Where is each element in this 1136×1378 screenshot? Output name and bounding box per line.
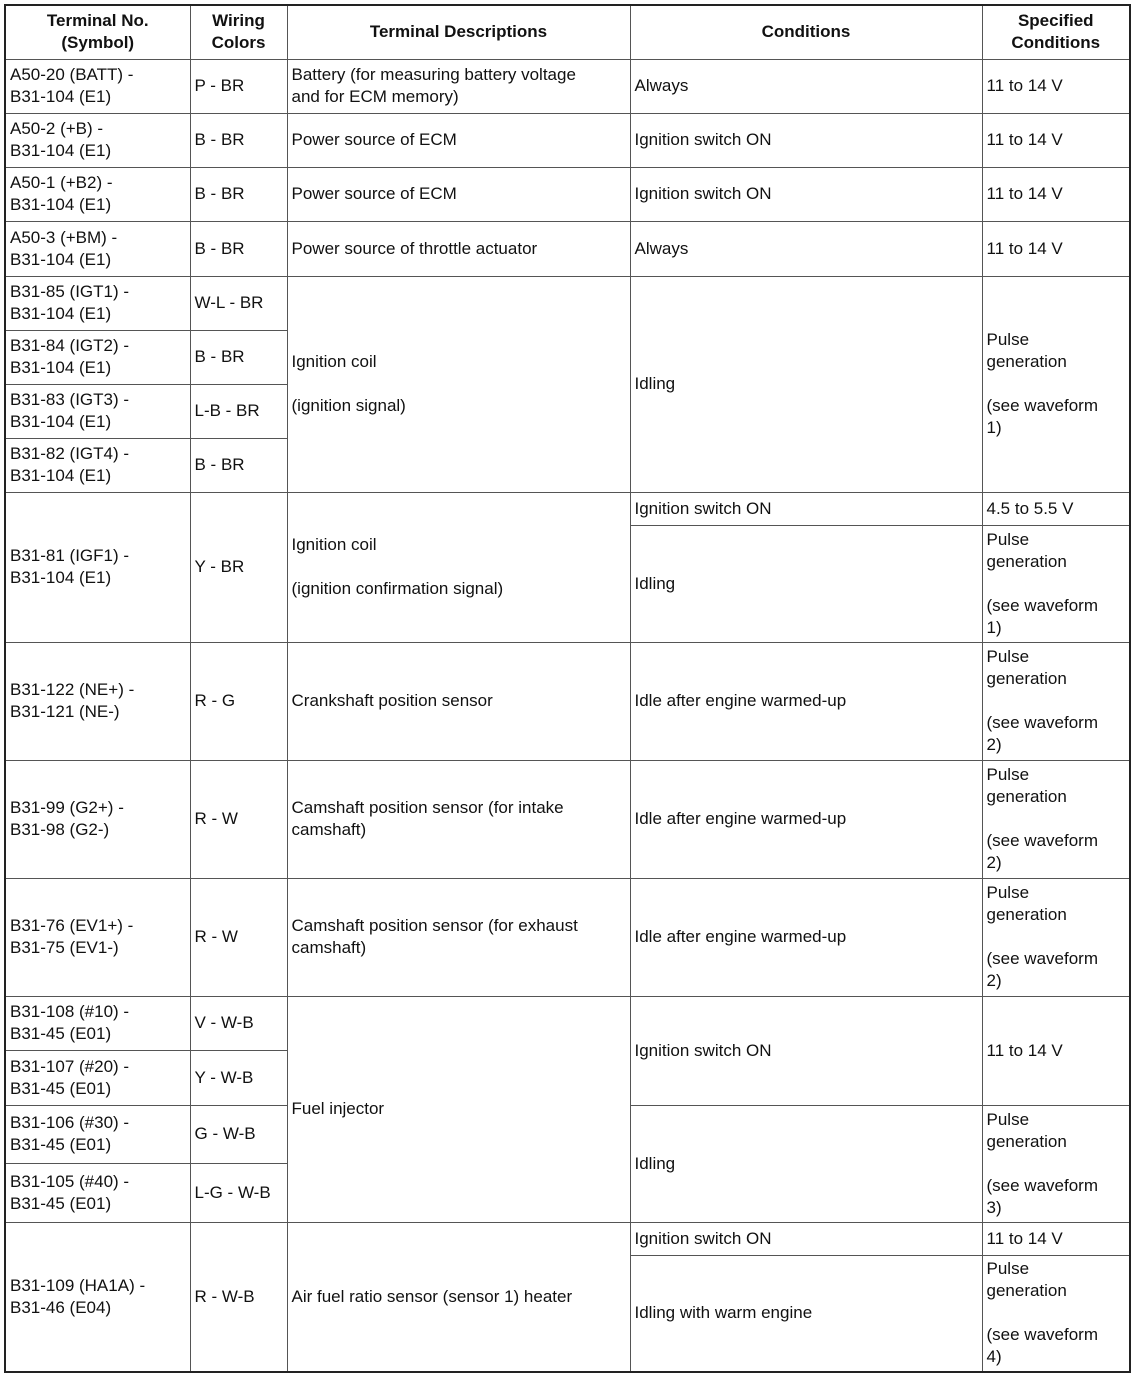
header-conditions: Conditions bbox=[630, 5, 982, 59]
wire-cell: G - W-B bbox=[190, 1105, 287, 1163]
wire-cell: B - BR bbox=[190, 113, 287, 167]
table-row bbox=[5, 276, 1130, 330]
cond-cell: Idle after engine warmed-up bbox=[630, 760, 982, 878]
terminal-cell: B31-82 (IGT4) - B31-104 (E1) bbox=[5, 438, 190, 492]
desc-cell: Camshaft position sensor (for exhaust camshaft) bbox=[287, 878, 630, 996]
wire-cell: Y - BR bbox=[190, 492, 287, 642]
spec-cell: Pulse generation (see waveform 2) bbox=[982, 642, 1130, 760]
header-description: Terminal Descriptions bbox=[287, 5, 630, 59]
desc-cell: Power source of ECM bbox=[287, 113, 630, 167]
cond-cell: Idling bbox=[630, 1105, 982, 1222]
desc-cell: Fuel injector bbox=[287, 996, 630, 1222]
wire-cell: W-L - BR bbox=[190, 276, 287, 330]
table-row bbox=[5, 492, 1130, 525]
spec-cell: Pulse generation (see waveform 2) bbox=[982, 878, 1130, 996]
desc-cell: Power source of ECM bbox=[287, 167, 630, 221]
spec-cell: 11 to 14 V bbox=[982, 113, 1130, 167]
wire-cell: R - G bbox=[190, 642, 287, 760]
spec-cell: 11 to 14 V bbox=[982, 221, 1130, 276]
wire-cell: L-B - BR bbox=[190, 384, 287, 438]
header-specified: Specified Conditions bbox=[982, 5, 1130, 59]
table-row bbox=[5, 878, 1130, 996]
terminal-table bbox=[4, 4, 1131, 1373]
spec-cell: Pulse generation (see waveform 1) bbox=[982, 525, 1130, 642]
spec-cell: Pulse generation (see waveform 2) bbox=[982, 760, 1130, 878]
wire-cell: Y - W-B bbox=[190, 1050, 287, 1105]
header-terminal: Terminal No. (Symbol) bbox=[5, 5, 190, 59]
terminal-cell: A50-20 (BATT) - B31-104 (E1) bbox=[5, 59, 190, 113]
terminal-cell: B31-109 (HA1A) - B31-46 (E04) bbox=[5, 1222, 190, 1372]
spec-cell: 11 to 14 V bbox=[982, 59, 1130, 113]
wire-cell: B - BR bbox=[190, 330, 287, 384]
table-row bbox=[5, 1222, 1130, 1255]
terminal-cell: B31-122 (NE+) - B31-121 (NE-) bbox=[5, 642, 190, 760]
desc-cell: Ignition coil (ignition signal) bbox=[287, 276, 630, 492]
cond-cell: Idling bbox=[630, 525, 982, 642]
wire-cell: L-G - W-B bbox=[190, 1163, 287, 1222]
table-row bbox=[5, 642, 1130, 760]
desc-cell: Ignition coil (ignition confirmation signal) bbox=[287, 492, 630, 642]
terminal-cell: B31-108 (#10) - B31-45 (E01) bbox=[5, 996, 190, 1050]
table-row bbox=[5, 167, 1130, 221]
cond-cell: Always bbox=[630, 59, 982, 113]
cond-cell: Idling with warm engine bbox=[630, 1255, 982, 1372]
spec-cell: 11 to 14 V bbox=[982, 167, 1130, 221]
terminal-cell: B31-107 (#20) - B31-45 (E01) bbox=[5, 1050, 190, 1105]
wire-cell: V - W-B bbox=[190, 996, 287, 1050]
cond-cell: Idling bbox=[630, 276, 982, 492]
terminal-cell: B31-84 (IGT2) - B31-104 (E1) bbox=[5, 330, 190, 384]
desc-cell: Crankshaft position sensor bbox=[287, 642, 630, 760]
cond-cell: Ignition switch ON bbox=[630, 1222, 982, 1255]
spec-cell: Pulse generation (see waveform 1) bbox=[982, 276, 1130, 492]
cond-cell: Ignition switch ON bbox=[630, 492, 982, 525]
terminal-cell: B31-99 (G2+) - B31-98 (G2-) bbox=[5, 760, 190, 878]
table-row bbox=[5, 760, 1130, 878]
wire-cell: R - W-B bbox=[190, 1222, 287, 1372]
terminal-cell: A50-2 (+B) - B31-104 (E1) bbox=[5, 113, 190, 167]
wire-cell: P - BR bbox=[190, 59, 287, 113]
cond-cell: Always bbox=[630, 221, 982, 276]
wire-cell: R - W bbox=[190, 878, 287, 996]
terminal-cell: B31-83 (IGT3) - B31-104 (E1) bbox=[5, 384, 190, 438]
wire-cell: B - BR bbox=[190, 221, 287, 276]
terminal-cell: A50-3 (+BM) - B31-104 (E1) bbox=[5, 221, 190, 276]
cond-cell: Idle after engine warmed-up bbox=[630, 642, 982, 760]
terminal-cell: A50-1 (+B2) - B31-104 (E1) bbox=[5, 167, 190, 221]
cond-cell: Ignition switch ON bbox=[630, 996, 982, 1105]
terminal-cell: B31-76 (EV1+) - B31-75 (EV1-) bbox=[5, 878, 190, 996]
spec-cell: 11 to 14 V bbox=[982, 996, 1130, 1105]
spec-cell: 4.5 to 5.5 V bbox=[982, 492, 1130, 525]
desc-cell: Battery (for measuring battery voltage and for ECM memory) bbox=[287, 59, 630, 113]
cond-cell: Idle after engine warmed-up bbox=[630, 878, 982, 996]
table-row bbox=[5, 59, 1130, 113]
terminal-cell: B31-105 (#40) - B31-45 (E01) bbox=[5, 1163, 190, 1222]
spec-cell: 11 to 14 V bbox=[982, 1222, 1130, 1255]
terminal-cell: B31-106 (#30) - B31-45 (E01) bbox=[5, 1105, 190, 1163]
table-row bbox=[5, 996, 1130, 1050]
wire-cell: B - BR bbox=[190, 167, 287, 221]
cond-cell: Ignition switch ON bbox=[630, 167, 982, 221]
desc-cell: Air fuel ratio sensor (sensor 1) heater bbox=[287, 1222, 630, 1372]
desc-cell: Camshaft position sensor (for intake camshaft) bbox=[287, 760, 630, 878]
wire-cell: R - W bbox=[190, 760, 287, 878]
terminal-cell: B31-85 (IGT1) - B31-104 (E1) bbox=[5, 276, 190, 330]
desc-cell: Power source of throttle actuator bbox=[287, 221, 630, 276]
spec-cell: Pulse generation (see waveform 4) bbox=[982, 1255, 1130, 1372]
terminal-cell: B31-81 (IGF1) - B31-104 (E1) bbox=[5, 492, 190, 642]
spec-cell: Pulse generation (see waveform 3) bbox=[982, 1105, 1130, 1222]
header-row bbox=[5, 5, 1130, 59]
wire-cell: B - BR bbox=[190, 438, 287, 492]
cond-cell: Ignition switch ON bbox=[630, 113, 982, 167]
table-row bbox=[5, 221, 1130, 276]
header-wiring: Wiring Colors bbox=[190, 5, 287, 59]
table-row bbox=[5, 113, 1130, 167]
